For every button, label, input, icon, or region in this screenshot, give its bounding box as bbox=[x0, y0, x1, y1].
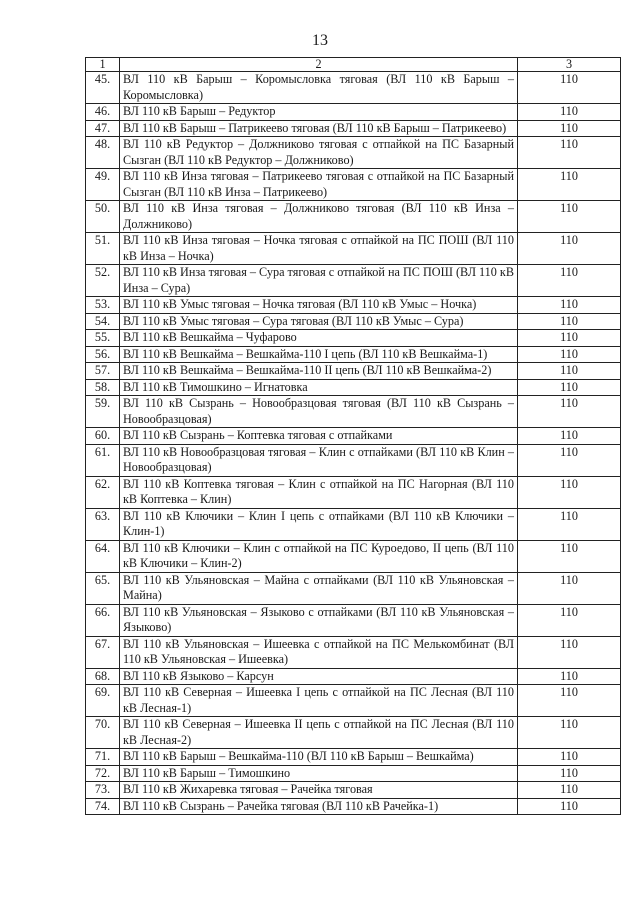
line-name: ВЛ 110 кВ Вешкайма – Вешкайма-110 II цепь (ВЛ 110 кВ Вешкайма-2) bbox=[120, 363, 518, 380]
voltage-kv: 110 bbox=[518, 540, 621, 572]
row-number: 46. bbox=[86, 104, 120, 121]
voltage-kv: 110 bbox=[518, 346, 621, 363]
table-row bbox=[86, 428, 621, 445]
voltage-kv: 110 bbox=[518, 798, 621, 815]
voltage-kv: 110 bbox=[518, 572, 621, 604]
line-name: ВЛ 110 кВ Ульяновская – Языково с отпайками (ВЛ 110 кВ Ульяновская – Языково) bbox=[120, 604, 518, 636]
line-name: ВЛ 110 кВ Редуктор – Должниково тяговая с отпайкой на ПС Базарный Сызган (ВЛ 110 кВ Редуктор – Должниково) bbox=[120, 137, 518, 169]
row-number: 59. bbox=[86, 396, 120, 428]
row-number: 72. bbox=[86, 765, 120, 782]
line-name: ВЛ 110 кВ Инза тяговая – Патрикеево тяговая с отпайкой на ПС Базарный Сызган (ВЛ 110 кВ Инза – Патрикеево) bbox=[120, 169, 518, 201]
row-number: 56. bbox=[86, 346, 120, 363]
voltage-kv: 110 bbox=[518, 636, 621, 668]
page-number: 13 bbox=[312, 32, 328, 49]
voltage-kv: 110 bbox=[518, 379, 621, 396]
table-row bbox=[86, 120, 621, 137]
table-row bbox=[86, 330, 621, 347]
voltage-kv: 110 bbox=[518, 313, 621, 330]
row-number: 60. bbox=[86, 428, 120, 445]
table-row bbox=[86, 717, 621, 749]
header-col-1: 1 bbox=[86, 58, 120, 72]
line-name: ВЛ 110 кВ Ульяновская – Ишеевка с отпайкой на ПС Мелькомбинат (ВЛ 110 кВ Ульяновская – Ишеевка) bbox=[120, 636, 518, 668]
voltage-kv: 110 bbox=[518, 104, 621, 121]
line-name: ВЛ 110 кВ Сызрань – Коптевка тяговая с отпайками bbox=[120, 428, 518, 445]
voltage-kv: 110 bbox=[518, 428, 621, 445]
table-row bbox=[86, 346, 621, 363]
row-number: 64. bbox=[86, 540, 120, 572]
line-name: ВЛ 110 кВ Барыш – Редуктор bbox=[120, 104, 518, 121]
table-row bbox=[86, 798, 621, 815]
table-row bbox=[86, 297, 621, 314]
row-number: 51. bbox=[86, 233, 120, 265]
table-row bbox=[86, 379, 621, 396]
voltage-kv: 110 bbox=[518, 265, 621, 297]
voltage-kv: 110 bbox=[518, 476, 621, 508]
table-row bbox=[86, 508, 621, 540]
row-number: 57. bbox=[86, 363, 120, 380]
line-name: ВЛ 110 кВ Северная – Ишеевка I цепь с отпайкой на ПС Лесная (ВЛ 110 кВ Лесная-1) bbox=[120, 685, 518, 717]
row-number: 69. bbox=[86, 685, 120, 717]
line-name: ВЛ 110 кВ Барыш – Патрикеево тяговая (ВЛ 110 кВ Барыш – Патрикеево) bbox=[120, 120, 518, 137]
table-row bbox=[86, 104, 621, 121]
table-row bbox=[86, 749, 621, 766]
line-name: ВЛ 110 кВ Тимошкино – Игнатовка bbox=[120, 379, 518, 396]
line-name: ВЛ 110 кВ Вешкайма – Чуфарово bbox=[120, 330, 518, 347]
line-name: ВЛ 110 кВ Коптевка тяговая – Клин с отпайкой на ПС Нагорная (ВЛ 110 кВ Коптевка – Клин) bbox=[120, 476, 518, 508]
line-name: ВЛ 110 кВ Инза тяговая – Должниково тяговая (ВЛ 110 кВ Инза – Должниково) bbox=[120, 201, 518, 233]
line-name: ВЛ 110 кВ Северная – Ишеевка II цепь с отпайкой на ПС Лесная (ВЛ 110 кВ Лесная-2) bbox=[120, 717, 518, 749]
line-name: ВЛ 110 кВ Ключики – Клин I цепь с отпайками (ВЛ 110 кВ Ключики – Клин-1) bbox=[120, 508, 518, 540]
table-row bbox=[86, 396, 621, 428]
row-number: 49. bbox=[86, 169, 120, 201]
voltage-kv: 110 bbox=[518, 330, 621, 347]
table-row bbox=[86, 265, 621, 297]
line-name: ВЛ 110 кВ Языково – Карсун bbox=[120, 668, 518, 685]
row-number: 54. bbox=[86, 313, 120, 330]
table-row bbox=[86, 668, 621, 685]
voltage-kv: 110 bbox=[518, 685, 621, 717]
row-number: 65. bbox=[86, 572, 120, 604]
voltage-kv: 110 bbox=[518, 297, 621, 314]
row-number: 68. bbox=[86, 668, 120, 685]
voltage-kv: 110 bbox=[518, 765, 621, 782]
table-row bbox=[86, 313, 621, 330]
line-name: ВЛ 110 кВ Сызрань – Рачейка тяговая (ВЛ 110 кВ Рачейка-1) bbox=[120, 798, 518, 815]
row-number: 70. bbox=[86, 717, 120, 749]
line-name: ВЛ 110 кВ Барыш – Вешкайма-110 (ВЛ 110 кВ Барыш – Вешкайма) bbox=[120, 749, 518, 766]
voltage-kv: 110 bbox=[518, 782, 621, 799]
line-name: ВЛ 110 кВ Умыс тяговая – Сура тяговая (ВЛ 110 кВ Умыс – Сура) bbox=[120, 313, 518, 330]
row-number: 47. bbox=[86, 120, 120, 137]
voltage-kv: 110 bbox=[518, 604, 621, 636]
row-number: 58. bbox=[86, 379, 120, 396]
voltage-kv: 110 bbox=[518, 444, 621, 476]
line-name: ВЛ 110 кВ Инза тяговая – Сура тяговая с отпайкой на ПС ПОШ (ВЛ 110 кВ Инза – Сура) bbox=[120, 265, 518, 297]
line-name: ВЛ 110 кВ Умыс тяговая – Ночка тяговая (ВЛ 110 кВ Умыс – Ночка) bbox=[120, 297, 518, 314]
table-row bbox=[86, 765, 621, 782]
table-header-row bbox=[86, 58, 621, 72]
header-col-3: 3 bbox=[518, 58, 621, 72]
voltage-kv: 110 bbox=[518, 363, 621, 380]
voltage-kv: 110 bbox=[518, 120, 621, 137]
line-name: ВЛ 110 кВ Вешкайма – Вешкайма-110 I цепь (ВЛ 110 кВ Вешкайма-1) bbox=[120, 346, 518, 363]
line-name: ВЛ 110 кВ Сызрань – Новообразцовая тяговая (ВЛ 110 кВ Сызрань – Новообразцовая) bbox=[120, 396, 518, 428]
table-row bbox=[86, 782, 621, 799]
table-row bbox=[86, 363, 621, 380]
row-number: 52. bbox=[86, 265, 120, 297]
power-lines-table bbox=[85, 57, 621, 815]
row-number: 61. bbox=[86, 444, 120, 476]
voltage-kv: 110 bbox=[518, 201, 621, 233]
line-name: ВЛ 110 кВ Новообразцовая тяговая – Клин с отпайками (ВЛ 110 кВ Клин – Новообразцовая) bbox=[120, 444, 518, 476]
voltage-kv: 110 bbox=[518, 749, 621, 766]
row-number: 55. bbox=[86, 330, 120, 347]
line-name: ВЛ 110 кВ Барыш – Коромысловка тяговая (ВЛ 110 кВ Барыш – Коромысловка) bbox=[120, 72, 518, 104]
table-row bbox=[86, 72, 621, 104]
row-number: 48. bbox=[86, 137, 120, 169]
voltage-kv: 110 bbox=[518, 717, 621, 749]
row-number: 63. bbox=[86, 508, 120, 540]
line-name: ВЛ 110 кВ Барыш – Тимошкино bbox=[120, 765, 518, 782]
row-number: 66. bbox=[86, 604, 120, 636]
voltage-kv: 110 bbox=[518, 396, 621, 428]
table-row bbox=[86, 476, 621, 508]
line-name: ВЛ 110 кВ Ключики – Клин с отпайкой на ПС Куроедово, II цепь (ВЛ 110 кВ Ключики – Клин-2) bbox=[120, 540, 518, 572]
table-row bbox=[86, 572, 621, 604]
table-row bbox=[86, 169, 621, 201]
row-number: 67. bbox=[86, 636, 120, 668]
voltage-kv: 110 bbox=[518, 508, 621, 540]
table-row bbox=[86, 540, 621, 572]
row-number: 73. bbox=[86, 782, 120, 799]
header-col-2: 2 bbox=[120, 58, 518, 72]
row-number: 53. bbox=[86, 297, 120, 314]
voltage-kv: 110 bbox=[518, 137, 621, 169]
line-name: ВЛ 110 кВ Ульяновская – Майна с отпайками (ВЛ 110 кВ Ульяновская – Майна) bbox=[120, 572, 518, 604]
line-name: ВЛ 110 кВ Жихаревка тяговая – Рачейка тяговая bbox=[120, 782, 518, 799]
voltage-kv: 110 bbox=[518, 169, 621, 201]
table-row bbox=[86, 685, 621, 717]
table-row bbox=[86, 604, 621, 636]
table-row bbox=[86, 444, 621, 476]
table-row bbox=[86, 233, 621, 265]
voltage-kv: 110 bbox=[518, 72, 621, 104]
table-row bbox=[86, 137, 621, 169]
voltage-kv: 110 bbox=[518, 668, 621, 685]
row-number: 62. bbox=[86, 476, 120, 508]
row-number: 71. bbox=[86, 749, 120, 766]
table-row bbox=[86, 636, 621, 668]
row-number: 45. bbox=[86, 72, 120, 104]
row-number: 50. bbox=[86, 201, 120, 233]
table-row bbox=[86, 201, 621, 233]
line-name: ВЛ 110 кВ Инза тяговая – Ночка тяговая с отпайкой на ПС ПОШ (ВЛ 110 кВ Инза – Ночка) bbox=[120, 233, 518, 265]
voltage-kv: 110 bbox=[518, 233, 621, 265]
row-number: 74. bbox=[86, 798, 120, 815]
